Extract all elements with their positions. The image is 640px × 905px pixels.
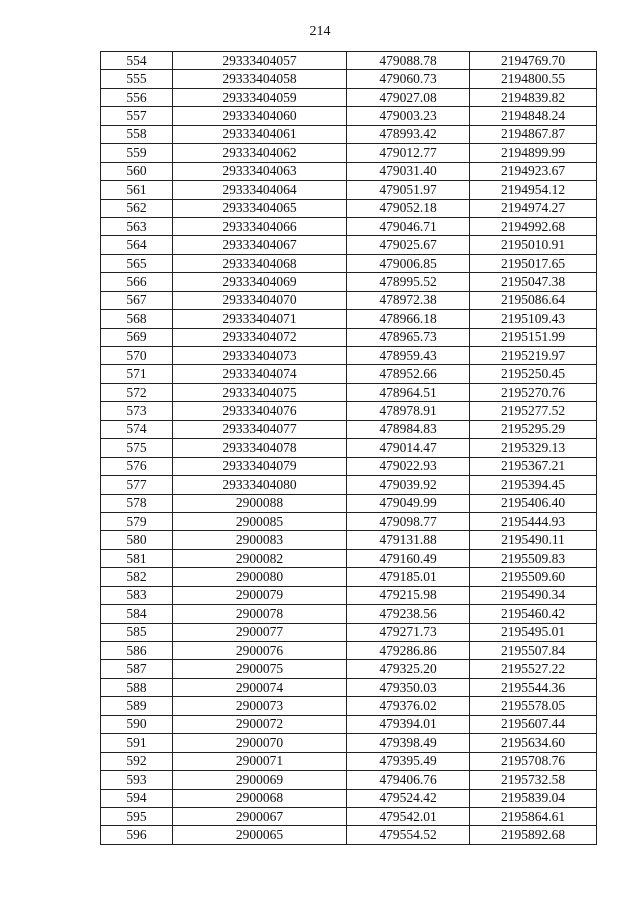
table-row bbox=[101, 181, 597, 199]
point-id-cell: 29333404079 bbox=[173, 457, 347, 475]
table-row bbox=[101, 310, 597, 328]
point-id-cell: 29333404078 bbox=[173, 439, 347, 457]
x-coordinate-cell: 479027.08 bbox=[347, 88, 470, 106]
table-row bbox=[101, 52, 597, 70]
x-coordinate-cell: 479014.47 bbox=[347, 439, 470, 457]
point-number-cell: 584 bbox=[101, 605, 173, 623]
point-number-cell: 564 bbox=[101, 236, 173, 254]
point-id-cell: 2900071 bbox=[173, 752, 347, 770]
y-coordinate-cell: 2195109.43 bbox=[470, 310, 597, 328]
table-row bbox=[101, 752, 597, 770]
y-coordinate-cell: 2195270.76 bbox=[470, 383, 597, 401]
x-coordinate-cell: 478984.83 bbox=[347, 420, 470, 438]
point-number-cell: 580 bbox=[101, 531, 173, 549]
x-coordinate-cell: 479286.86 bbox=[347, 642, 470, 660]
y-coordinate-cell: 2194769.70 bbox=[470, 52, 597, 70]
x-coordinate-cell: 479160.49 bbox=[347, 549, 470, 567]
point-number-cell: 583 bbox=[101, 586, 173, 604]
x-coordinate-cell: 478959.43 bbox=[347, 347, 470, 365]
point-id-cell: 29333404076 bbox=[173, 402, 347, 420]
point-id-cell: 2900074 bbox=[173, 678, 347, 696]
x-coordinate-cell: 479238.56 bbox=[347, 605, 470, 623]
point-number-cell: 571 bbox=[101, 365, 173, 383]
point-number-cell: 587 bbox=[101, 660, 173, 678]
x-coordinate-cell: 478965.73 bbox=[347, 328, 470, 346]
x-coordinate-cell: 479325.20 bbox=[347, 660, 470, 678]
point-id-cell: 29333404068 bbox=[173, 254, 347, 272]
y-coordinate-cell: 2195406.40 bbox=[470, 494, 597, 512]
y-coordinate-cell: 2194848.24 bbox=[470, 107, 597, 125]
table-row bbox=[101, 402, 597, 420]
point-id-cell: 29333404071 bbox=[173, 310, 347, 328]
y-coordinate-cell: 2195017.65 bbox=[470, 254, 597, 272]
y-coordinate-cell: 2195892.68 bbox=[470, 826, 597, 844]
x-coordinate-cell: 479060.73 bbox=[347, 70, 470, 88]
point-id-cell: 2900069 bbox=[173, 771, 347, 789]
table-row bbox=[101, 273, 597, 291]
table-row bbox=[101, 807, 597, 825]
y-coordinate-cell: 2195634.60 bbox=[470, 734, 597, 752]
y-coordinate-cell: 2194839.82 bbox=[470, 88, 597, 106]
x-coordinate-cell: 478993.42 bbox=[347, 125, 470, 143]
x-coordinate-cell: 479395.49 bbox=[347, 752, 470, 770]
x-coordinate-cell: 479039.92 bbox=[347, 476, 470, 494]
point-id-cell: 29333404067 bbox=[173, 236, 347, 254]
point-number-cell: 581 bbox=[101, 549, 173, 567]
point-id-cell: 2900065 bbox=[173, 826, 347, 844]
y-coordinate-cell: 2195509.83 bbox=[470, 549, 597, 567]
point-id-cell: 29333404062 bbox=[173, 144, 347, 162]
x-coordinate-cell: 479049.99 bbox=[347, 494, 470, 512]
table-row bbox=[101, 642, 597, 660]
y-coordinate-cell: 2195250.45 bbox=[470, 365, 597, 383]
point-number-cell: 566 bbox=[101, 273, 173, 291]
point-id-cell: 29333404069 bbox=[173, 273, 347, 291]
point-number-cell: 577 bbox=[101, 476, 173, 494]
y-coordinate-cell: 2195527.22 bbox=[470, 660, 597, 678]
point-id-cell: 29333404072 bbox=[173, 328, 347, 346]
y-coordinate-cell: 2195732.58 bbox=[470, 771, 597, 789]
point-id-cell: 29333404075 bbox=[173, 383, 347, 401]
y-coordinate-cell: 2195219.97 bbox=[470, 347, 597, 365]
table-row bbox=[101, 88, 597, 106]
x-coordinate-cell: 479046.71 bbox=[347, 217, 470, 235]
point-id-cell: 29333404077 bbox=[173, 420, 347, 438]
y-coordinate-cell: 2195329.13 bbox=[470, 439, 597, 457]
point-id-cell: 29333404059 bbox=[173, 88, 347, 106]
point-id-cell: 29333404063 bbox=[173, 162, 347, 180]
y-coordinate-cell: 2195151.99 bbox=[470, 328, 597, 346]
table-row bbox=[101, 457, 597, 475]
point-number-cell: 582 bbox=[101, 568, 173, 586]
point-id-cell: 29333404065 bbox=[173, 199, 347, 217]
point-id-cell: 2900080 bbox=[173, 568, 347, 586]
x-coordinate-cell: 479025.67 bbox=[347, 236, 470, 254]
x-coordinate-cell: 478978.91 bbox=[347, 402, 470, 420]
x-coordinate-cell: 478964.51 bbox=[347, 383, 470, 401]
x-coordinate-cell: 478952.66 bbox=[347, 365, 470, 383]
x-coordinate-cell: 479022.93 bbox=[347, 457, 470, 475]
point-id-cell: 29333404057 bbox=[173, 52, 347, 70]
point-number-cell: 562 bbox=[101, 199, 173, 217]
point-id-cell: 29333404070 bbox=[173, 291, 347, 309]
point-number-cell: 594 bbox=[101, 789, 173, 807]
point-id-cell: 2900072 bbox=[173, 715, 347, 733]
point-number-cell: 559 bbox=[101, 144, 173, 162]
table-row bbox=[101, 217, 597, 235]
x-coordinate-cell: 479406.76 bbox=[347, 771, 470, 789]
x-coordinate-cell: 478972.38 bbox=[347, 291, 470, 309]
x-coordinate-cell: 479524.42 bbox=[347, 789, 470, 807]
y-coordinate-cell: 2194974.27 bbox=[470, 199, 597, 217]
point-number-cell: 556 bbox=[101, 88, 173, 106]
x-coordinate-cell: 479131.88 bbox=[347, 531, 470, 549]
y-coordinate-cell: 2195607.44 bbox=[470, 715, 597, 733]
y-coordinate-cell: 2195864.61 bbox=[470, 807, 597, 825]
x-coordinate-cell: 479012.77 bbox=[347, 144, 470, 162]
x-coordinate-cell: 479215.98 bbox=[347, 586, 470, 604]
x-coordinate-cell: 479006.85 bbox=[347, 254, 470, 272]
x-coordinate-cell: 479088.78 bbox=[347, 52, 470, 70]
point-number-cell: 570 bbox=[101, 347, 173, 365]
table-row bbox=[101, 365, 597, 383]
table-row bbox=[101, 199, 597, 217]
y-coordinate-cell: 2195047.38 bbox=[470, 273, 597, 291]
x-coordinate-cell: 479394.01 bbox=[347, 715, 470, 733]
y-coordinate-cell: 2194992.68 bbox=[470, 217, 597, 235]
table-row bbox=[101, 586, 597, 604]
x-coordinate-cell: 479271.73 bbox=[347, 623, 470, 641]
point-id-cell: 2900076 bbox=[173, 642, 347, 660]
page-number: 214 bbox=[309, 24, 331, 39]
point-number-cell: 576 bbox=[101, 457, 173, 475]
x-coordinate-cell: 479554.52 bbox=[347, 826, 470, 844]
point-id-cell: 2900079 bbox=[173, 586, 347, 604]
point-number-cell: 568 bbox=[101, 310, 173, 328]
point-id-cell: 2900077 bbox=[173, 623, 347, 641]
point-number-cell: 567 bbox=[101, 291, 173, 309]
y-coordinate-cell: 2195839.04 bbox=[470, 789, 597, 807]
point-number-cell: 569 bbox=[101, 328, 173, 346]
y-coordinate-cell: 2195495.01 bbox=[470, 623, 597, 641]
table-row bbox=[101, 494, 597, 512]
point-number-cell: 563 bbox=[101, 217, 173, 235]
x-coordinate-cell: 479350.03 bbox=[347, 678, 470, 696]
table-row bbox=[101, 771, 597, 789]
point-number-cell: 595 bbox=[101, 807, 173, 825]
point-number-cell: 585 bbox=[101, 623, 173, 641]
point-id-cell: 29333404061 bbox=[173, 125, 347, 143]
point-number-cell: 593 bbox=[101, 771, 173, 789]
point-number-cell: 590 bbox=[101, 715, 173, 733]
x-coordinate-cell: 479003.23 bbox=[347, 107, 470, 125]
point-id-cell: 2900067 bbox=[173, 807, 347, 825]
x-coordinate-cell: 479031.40 bbox=[347, 162, 470, 180]
table-row bbox=[101, 162, 597, 180]
y-coordinate-cell: 2194923.67 bbox=[470, 162, 597, 180]
point-number-cell: 591 bbox=[101, 734, 173, 752]
point-number-cell: 560 bbox=[101, 162, 173, 180]
y-coordinate-cell: 2195367.21 bbox=[470, 457, 597, 475]
point-number-cell: 558 bbox=[101, 125, 173, 143]
point-id-cell: 29333404066 bbox=[173, 217, 347, 235]
point-number-cell: 561 bbox=[101, 181, 173, 199]
point-id-cell: 2900070 bbox=[173, 734, 347, 752]
point-id-cell: 2900083 bbox=[173, 531, 347, 549]
coordinates-table bbox=[100, 51, 597, 845]
x-coordinate-cell: 478966.18 bbox=[347, 310, 470, 328]
point-id-cell: 29333404064 bbox=[173, 181, 347, 199]
point-number-cell: 573 bbox=[101, 402, 173, 420]
table-row bbox=[101, 70, 597, 88]
point-number-cell: 578 bbox=[101, 494, 173, 512]
point-id-cell: 2900082 bbox=[173, 549, 347, 567]
y-coordinate-cell: 2195277.52 bbox=[470, 402, 597, 420]
table-row bbox=[101, 531, 597, 549]
table-row bbox=[101, 605, 597, 623]
point-id-cell: 2900068 bbox=[173, 789, 347, 807]
table-row bbox=[101, 789, 597, 807]
table-row bbox=[101, 697, 597, 715]
point-id-cell: 29333404060 bbox=[173, 107, 347, 125]
table-row bbox=[101, 512, 597, 530]
point-number-cell: 565 bbox=[101, 254, 173, 272]
point-number-cell: 589 bbox=[101, 697, 173, 715]
x-coordinate-cell: 479052.18 bbox=[347, 199, 470, 217]
point-number-cell: 579 bbox=[101, 512, 173, 530]
table-row bbox=[101, 144, 597, 162]
y-coordinate-cell: 2195490.11 bbox=[470, 531, 597, 549]
y-coordinate-cell: 2194800.55 bbox=[470, 70, 597, 88]
table-row bbox=[101, 107, 597, 125]
table-row bbox=[101, 678, 597, 696]
point-number-cell: 596 bbox=[101, 826, 173, 844]
y-coordinate-cell: 2195507.84 bbox=[470, 642, 597, 660]
point-id-cell: 2900075 bbox=[173, 660, 347, 678]
point-number-cell: 592 bbox=[101, 752, 173, 770]
point-id-cell: 2900088 bbox=[173, 494, 347, 512]
y-coordinate-cell: 2195578.05 bbox=[470, 697, 597, 715]
table-row bbox=[101, 347, 597, 365]
table-row bbox=[101, 476, 597, 494]
point-id-cell: 2900073 bbox=[173, 697, 347, 715]
x-coordinate-cell: 478995.52 bbox=[347, 273, 470, 291]
x-coordinate-cell: 479376.02 bbox=[347, 697, 470, 715]
point-id-cell: 29333404073 bbox=[173, 347, 347, 365]
table-row bbox=[101, 660, 597, 678]
point-id-cell: 29333404058 bbox=[173, 70, 347, 88]
point-id-cell: 29333404080 bbox=[173, 476, 347, 494]
point-number-cell: 572 bbox=[101, 383, 173, 401]
table-row bbox=[101, 549, 597, 567]
coordinates-table-body bbox=[101, 52, 597, 845]
point-number-cell: 557 bbox=[101, 107, 173, 125]
point-number-cell: 586 bbox=[101, 642, 173, 660]
point-number-cell: 555 bbox=[101, 70, 173, 88]
y-coordinate-cell: 2195460.42 bbox=[470, 605, 597, 623]
table-row bbox=[101, 254, 597, 272]
table-row bbox=[101, 623, 597, 641]
table-row bbox=[101, 734, 597, 752]
y-coordinate-cell: 2195086.64 bbox=[470, 291, 597, 309]
x-coordinate-cell: 479051.97 bbox=[347, 181, 470, 199]
y-coordinate-cell: 2194899.99 bbox=[470, 144, 597, 162]
table-row bbox=[101, 420, 597, 438]
y-coordinate-cell: 2195444.93 bbox=[470, 512, 597, 530]
y-coordinate-cell: 2195295.29 bbox=[470, 420, 597, 438]
table-row bbox=[101, 236, 597, 254]
table-row bbox=[101, 291, 597, 309]
table-row bbox=[101, 383, 597, 401]
point-number-cell: 554 bbox=[101, 52, 173, 70]
point-number-cell: 575 bbox=[101, 439, 173, 457]
x-coordinate-cell: 479098.77 bbox=[347, 512, 470, 530]
point-id-cell: 2900085 bbox=[173, 512, 347, 530]
point-id-cell: 2900078 bbox=[173, 605, 347, 623]
table-row bbox=[101, 826, 597, 844]
y-coordinate-cell: 2195490.34 bbox=[470, 586, 597, 604]
table-row bbox=[101, 568, 597, 586]
point-number-cell: 588 bbox=[101, 678, 173, 696]
table-row bbox=[101, 328, 597, 346]
y-coordinate-cell: 2194867.87 bbox=[470, 125, 597, 143]
x-coordinate-cell: 479185.01 bbox=[347, 568, 470, 586]
table-row bbox=[101, 125, 597, 143]
point-number-cell: 574 bbox=[101, 420, 173, 438]
x-coordinate-cell: 479542.01 bbox=[347, 807, 470, 825]
x-coordinate-cell: 479398.49 bbox=[347, 734, 470, 752]
table-row bbox=[101, 715, 597, 733]
y-coordinate-cell: 2195544.36 bbox=[470, 678, 597, 696]
table-row bbox=[101, 439, 597, 457]
y-coordinate-cell: 2195010.91 bbox=[470, 236, 597, 254]
y-coordinate-cell: 2194954.12 bbox=[470, 181, 597, 199]
point-id-cell: 29333404074 bbox=[173, 365, 347, 383]
y-coordinate-cell: 2195708.76 bbox=[470, 752, 597, 770]
y-coordinate-cell: 2195509.60 bbox=[470, 568, 597, 586]
y-coordinate-cell: 2195394.45 bbox=[470, 476, 597, 494]
